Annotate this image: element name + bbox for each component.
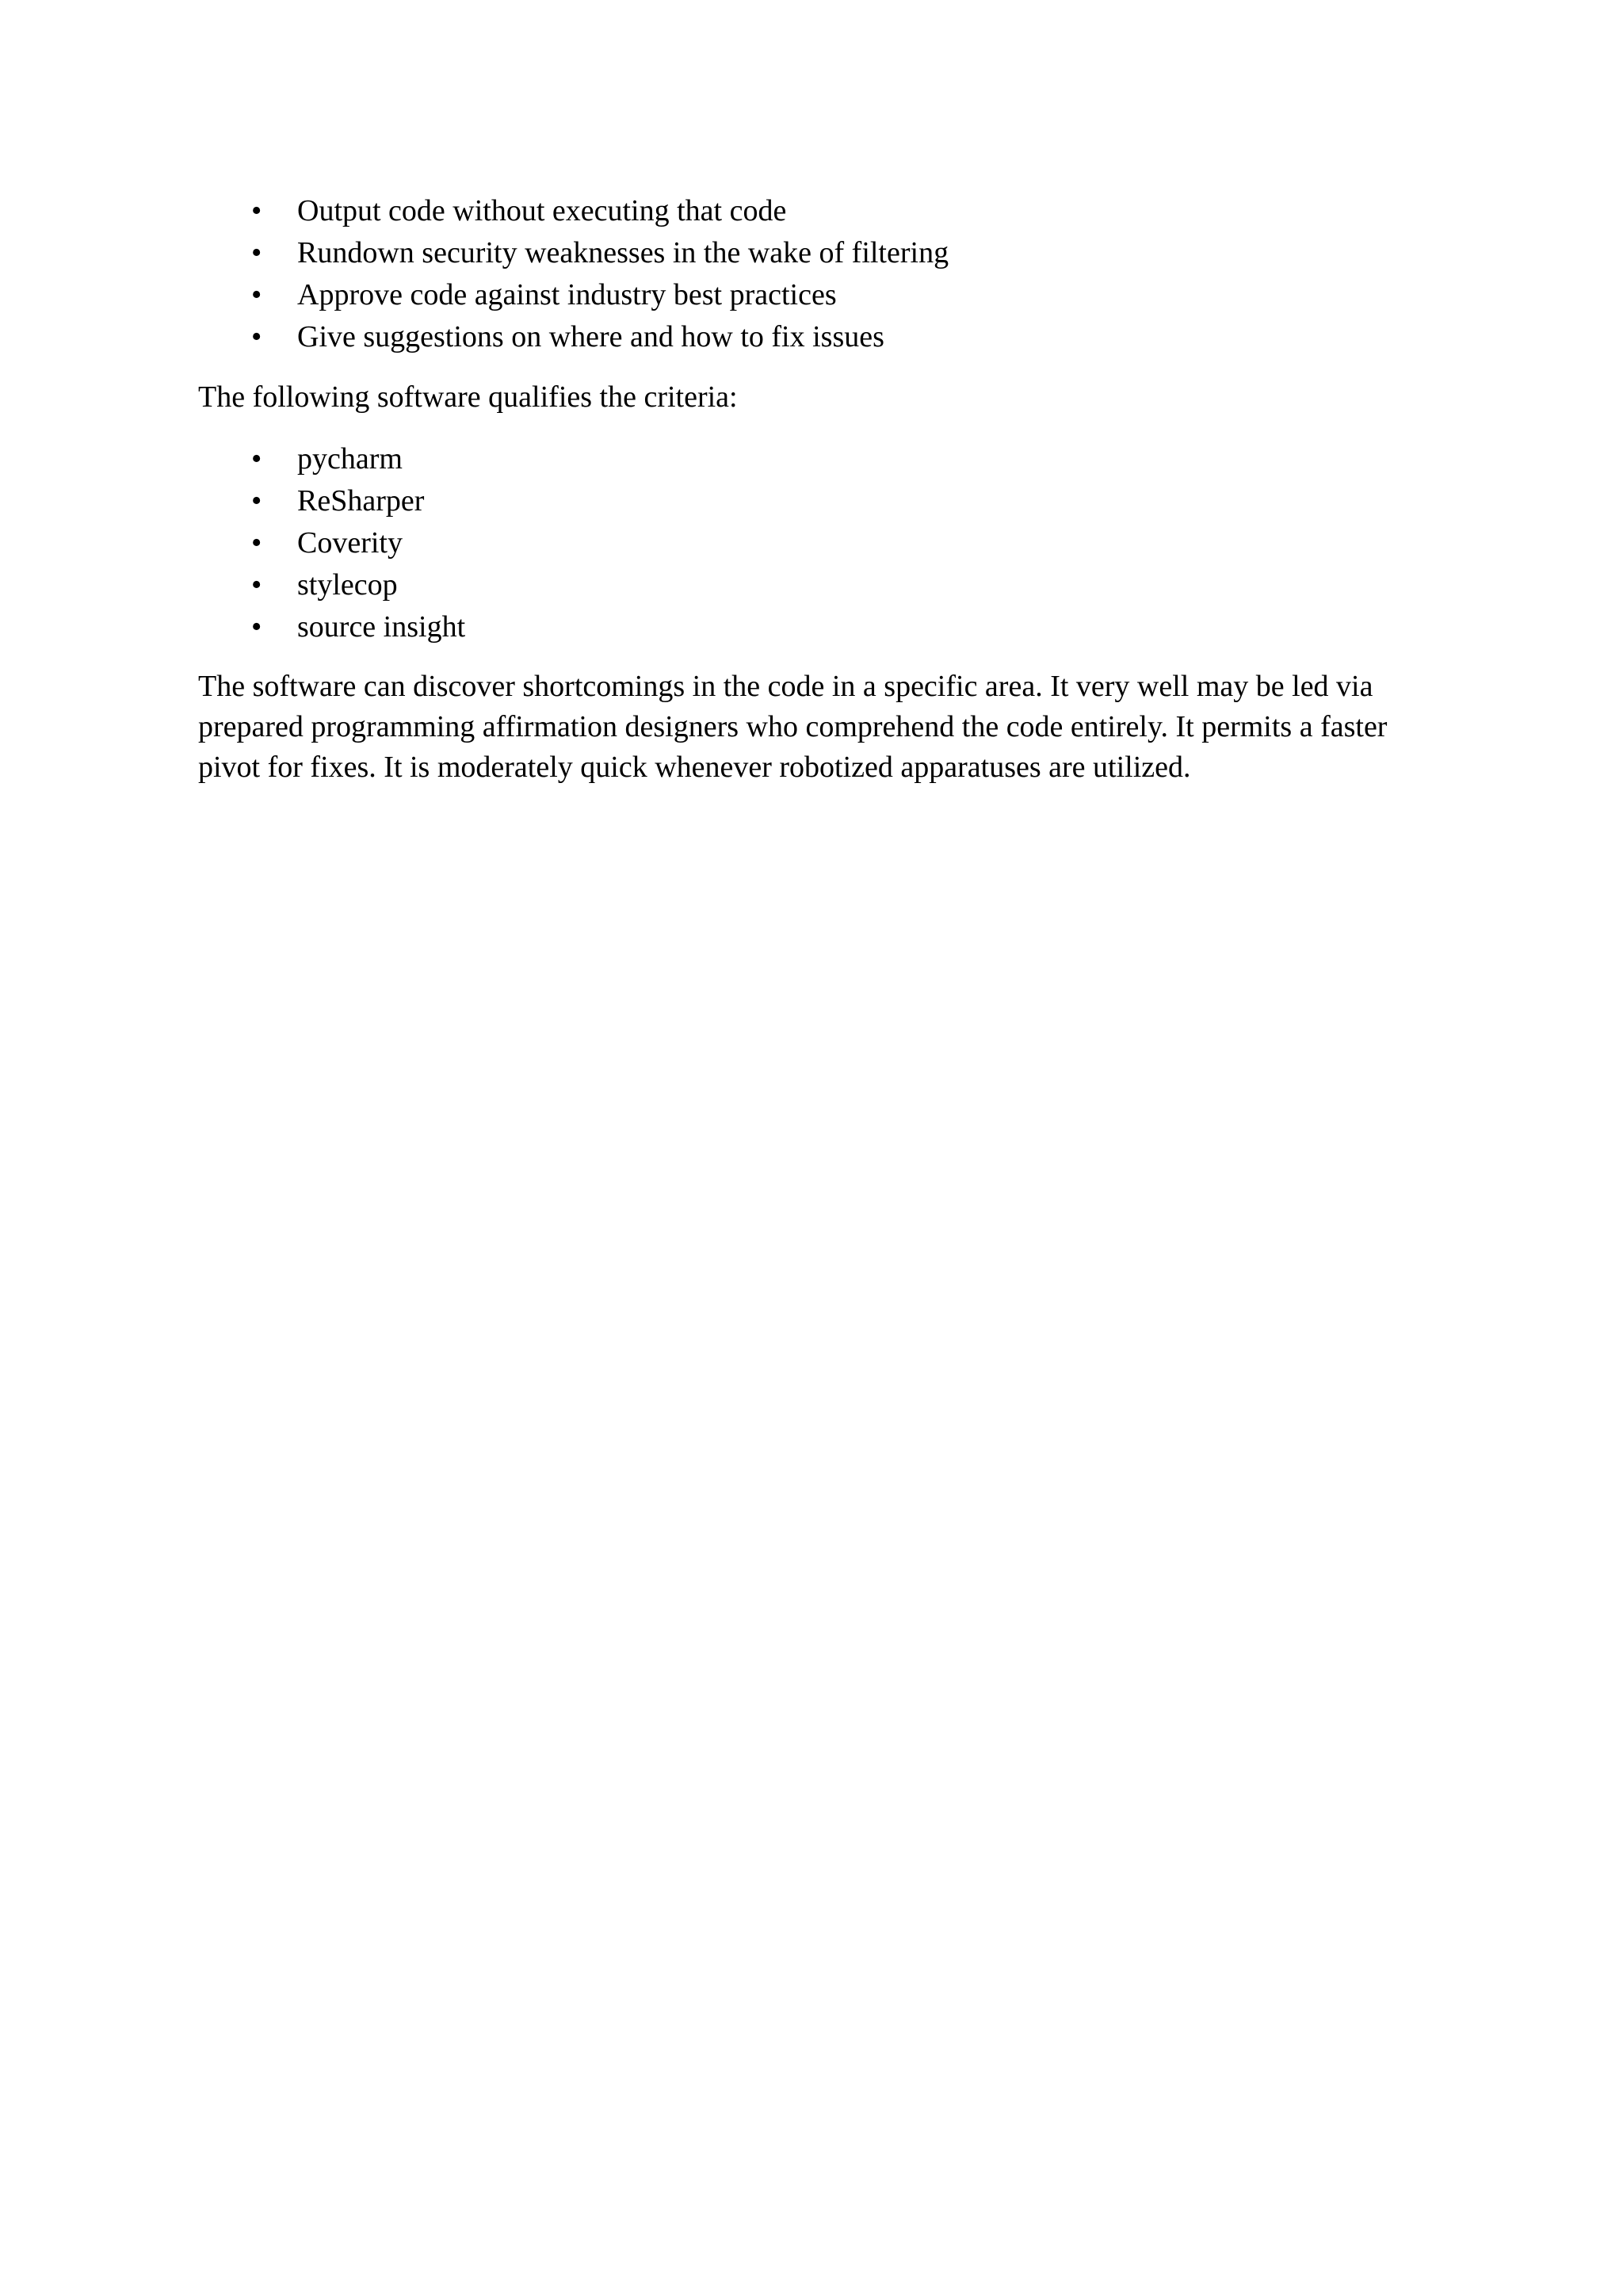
bullet-icon: •: [251, 526, 262, 560]
bullet-icon: •: [251, 278, 262, 311]
list-item-text: Coverity: [297, 526, 403, 560]
intro-paragraph: The following software qualifies the criteria:: [198, 380, 738, 414]
list-item-text: stylecop: [297, 568, 398, 602]
list-item: [198, 190, 1403, 232]
software-bullet-list: [198, 438, 1403, 648]
list-item: [198, 438, 1403, 480]
bullet-icon: •: [251, 568, 262, 602]
bullet-icon: •: [251, 610, 262, 644]
bullet-icon: •: [251, 194, 262, 227]
summary-paragraph: The software can discover shortcomings in the code in a specific area. It very well may be led via prepared programming affirmation designers who comprehend the code entirely. It permits a faster pivot for fixes. It is moderately quick whenever robotized apparatuses are utilized.: [198, 670, 1388, 784]
document-body: [198, 190, 1403, 788]
list-item: [198, 232, 1403, 274]
list-item: [198, 522, 1403, 564]
list-item-text: Approve code against industry best practices: [297, 278, 837, 311]
list-item: [198, 274, 1403, 316]
list-item-text: pycharm: [297, 442, 403, 476]
list-item: [198, 606, 1403, 648]
list-item-text: Give suggestions on where and how to fix issues: [297, 320, 884, 353]
list-item: [198, 480, 1403, 522]
bullet-icon: •: [251, 442, 262, 476]
criteria-bullet-list: [198, 190, 1403, 358]
list-item: [198, 564, 1403, 606]
list-item-text: Output code without executing that code: [297, 194, 787, 227]
bullet-icon: •: [251, 484, 262, 518]
list-item: [198, 316, 1403, 358]
bullet-icon: •: [251, 320, 262, 353]
bullet-icon: •: [251, 236, 262, 269]
list-item-text: ReSharper: [297, 484, 425, 518]
list-item-text: Rundown security weaknesses in the wake of filtering: [297, 236, 949, 269]
list-item-text: source insight: [297, 610, 466, 644]
